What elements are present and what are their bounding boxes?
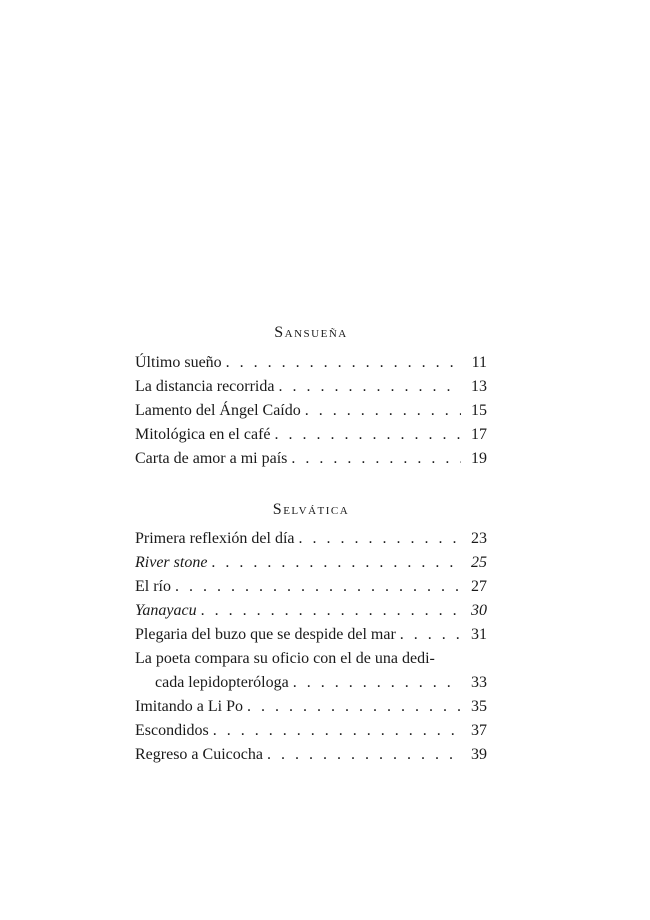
dot-leader: [400, 623, 461, 647]
dot-leader: [293, 671, 461, 695]
entry-title: Yanayacu: [135, 602, 197, 619]
entry-title: La distancia recorrida: [135, 378, 275, 395]
toc-entry[interactable]: [135, 599, 487, 623]
dot-leader: [278, 375, 461, 399]
entry-title: El río: [135, 578, 171, 595]
entry-page: 17: [471, 426, 487, 443]
entry-title: River stone: [135, 554, 208, 571]
dot-leader: [275, 423, 462, 447]
entry-title: Carta de amor a mi país: [135, 450, 288, 467]
entry-page: 39: [471, 746, 487, 763]
entry-page: 35: [471, 698, 487, 715]
section-title-sansuena: Sansueña: [274, 324, 348, 341]
dot-leader: [175, 575, 461, 599]
entry-page: 37: [471, 722, 487, 739]
dot-leader: [305, 399, 461, 423]
toc-entry[interactable]: [135, 527, 487, 551]
entry-title: Regreso a Cuicocha: [135, 746, 263, 763]
toc-entry[interactable]: [135, 623, 487, 647]
entry-page: 27: [471, 578, 487, 595]
entry-page: 25: [471, 554, 487, 571]
toc-entry[interactable]: [135, 399, 487, 423]
entry-page: 15: [471, 402, 487, 419]
entry-title: Primera reflexión del día: [135, 530, 295, 547]
entry-title: Mitológica en el café: [135, 426, 271, 443]
entry-page: 11: [471, 354, 487, 371]
dot-leader: [247, 695, 461, 719]
section-title-selvatica: Selvática: [272, 501, 350, 518]
entry-title: Plegaria del buzo que se despide del mar: [135, 626, 396, 643]
toc-entry[interactable]: [135, 447, 487, 471]
dot-leader: [267, 743, 461, 767]
entry-title: Último sueño: [135, 354, 222, 371]
entry-page: 33: [471, 674, 487, 691]
dot-leader: [201, 599, 461, 623]
entry-page: 30: [471, 602, 487, 619]
entry-page: 23: [471, 530, 487, 547]
toc-entry[interactable]: [135, 719, 487, 743]
entry-title-line1[interactable]: La poeta compara su oficio con el de una dedi-: [135, 650, 435, 667]
entry-page: 31: [471, 626, 487, 643]
toc-entry[interactable]: [135, 575, 487, 599]
toc-entry[interactable]: [135, 743, 487, 767]
toc-entry[interactable]: [135, 551, 487, 575]
toc-entry[interactable]: [135, 695, 487, 719]
toc-entry[interactable]: [135, 671, 487, 695]
dot-leader: [226, 351, 461, 375]
entry-page: 13: [471, 378, 487, 395]
entry-title: cada lepidopteróloga: [155, 674, 289, 691]
toc-entry[interactable]: [135, 423, 487, 447]
dot-leader: [211, 551, 461, 575]
dot-leader: [291, 447, 461, 471]
entry-title: Lamento del Ángel Caído: [135, 402, 301, 419]
toc-entry[interactable]: [135, 351, 487, 375]
dot-leader: [213, 719, 461, 743]
entry-title: Escondidos: [135, 722, 209, 739]
entry-title: Imitando a Li Po: [135, 698, 243, 715]
dot-leader: [299, 527, 462, 551]
toc-entry[interactable]: [135, 375, 487, 399]
entry-page: 19: [471, 450, 487, 467]
